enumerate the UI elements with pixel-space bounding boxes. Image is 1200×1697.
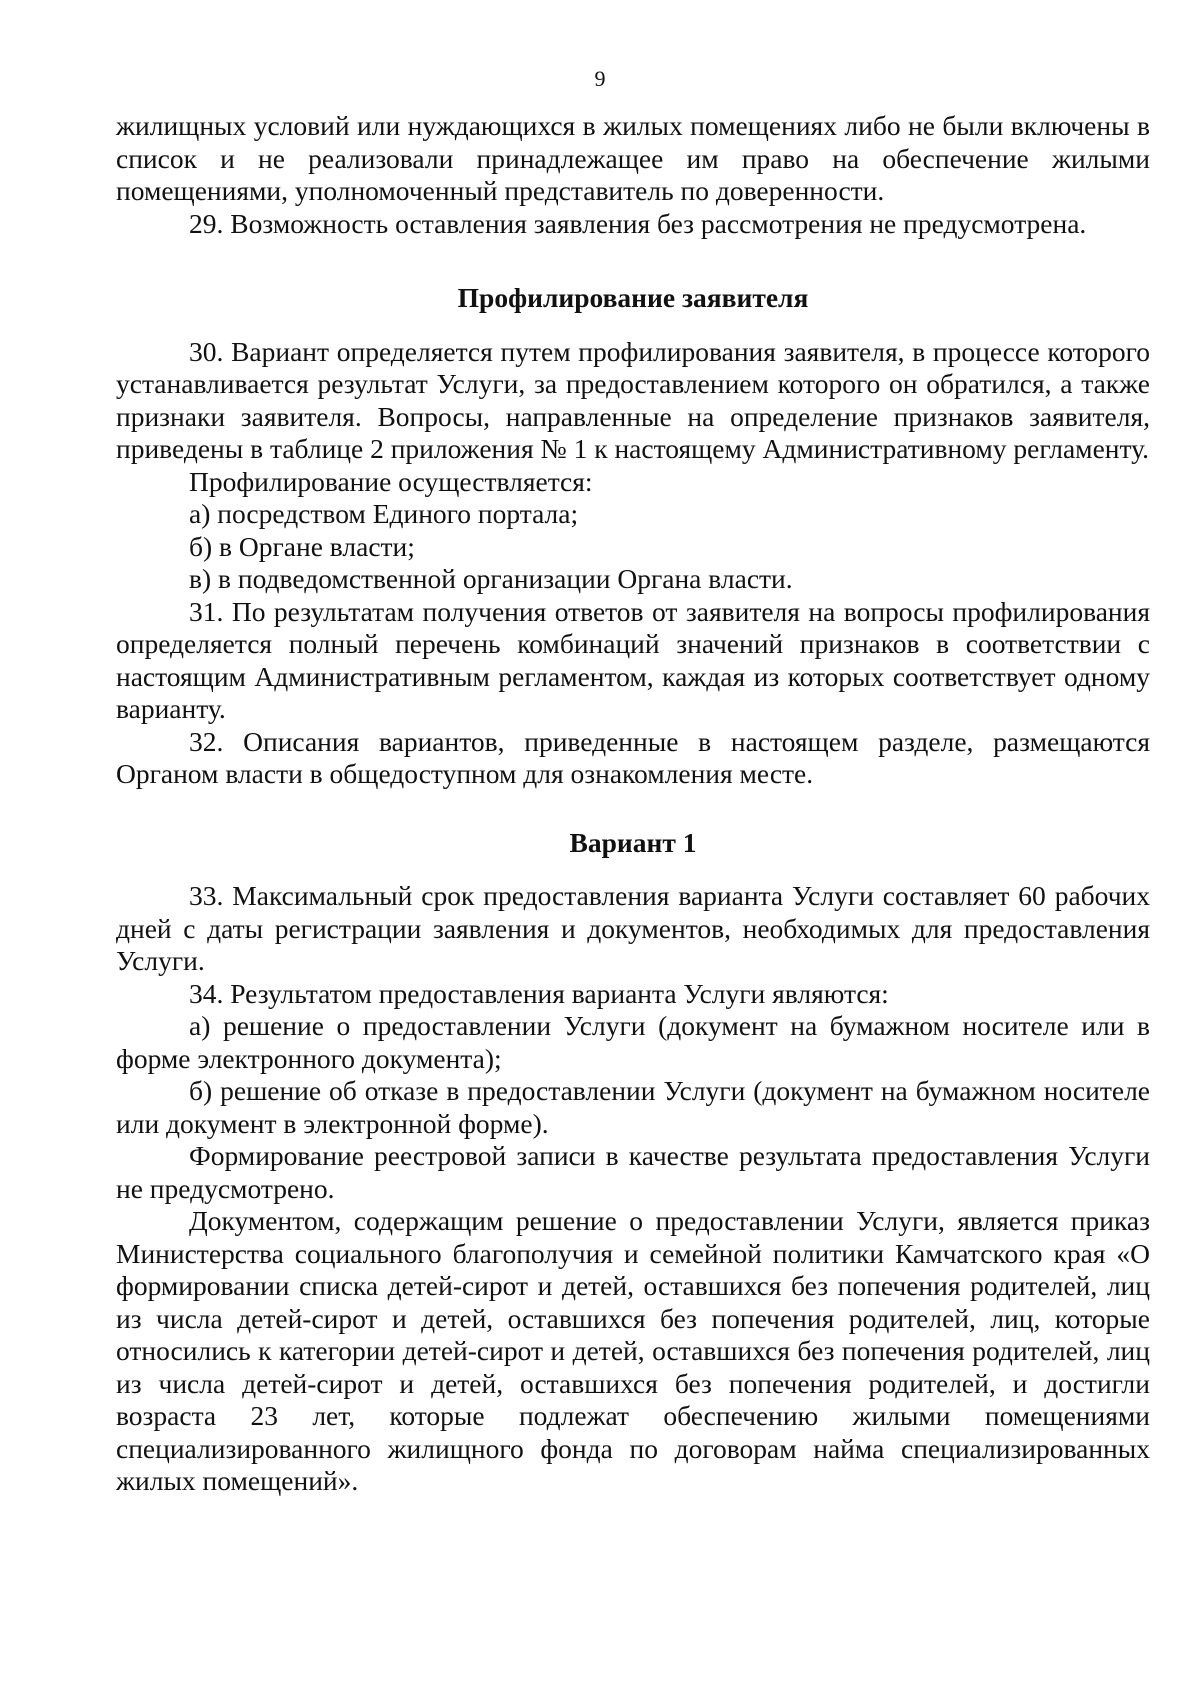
list-item-b: б) в Органе власти;: [189, 530, 415, 562]
section-heading-profiling: Профилирование заявителя: [457, 282, 809, 313]
paragraph-29: 29. Возможность оставления заявления без рассмотрения не предусмотрена.: [189, 207, 1087, 239]
paragraph-continuation: жилищных условий или нуждающихся в жилых помещениях либо не были включены в список и не реализовали принадлежащее им право на обеспечение жилыми помещениями, уполномоченный представитель по доверенности.: [116, 110, 1150, 206]
page-number: 9: [594, 66, 606, 91]
paragraph-decision-document: Документом, содержащим решение о предоставлении Услуги, является приказ Министерства социального благополучия и семейной политики Камчатского края «О формировании списка детей-сирот и детей, оставшихся без попечения родителей, лиц из числа детей-сирот и детей, оставшихся без попечения родителей, лиц, которые относились к категории детей-сирот и детей, оставшихся без попечения родителей, лиц из числа детей-сирот и детей, оставшихся без попечения родителей, и достигли возраста 23 лет, которые подлежат обеспечению жилыми помещениями специализированного жилищного фонда по договорам найма специализированных жилых помещений».: [116, 1205, 1150, 1496]
paragraph-32: 32. Описания вариантов, приведенные в настоящем разделе, размещаются Органом власти в общедоступном для ознакомления месте.: [116, 725, 1150, 789]
paragraph-30: 30. Вариант определяется путем профилирования заявителя, в процессе которого устанавливается результат Услуги, за предоставлением которого он обратился, а также признаки заявителя. Вопросы, направленные на определение признаков заявителя, приведены в таблице 2 приложения № 1 к настоящему Административному регламенту.: [116, 335, 1150, 464]
paragraph-33: 33. Максимальный срок предоставления варианта Услуги составляет 60 рабочих дней с даты регистрации заявления и документов, необходимых для предоставления Услуги.: [116, 880, 1150, 976]
list-item-a: а) посредством Единого портала;: [189, 498, 579, 529]
result-item-b: б) решение об отказе в предоставлении Услуги (документ на бумажном носителе или документ в электронной форме).: [116, 1075, 1150, 1139]
document-body: [116, 110, 1150, 1498]
paragraph-registry-record: Формирование реестровой записи в качестве результата предоставления Услуги не предусмотрено.: [116, 1140, 1150, 1204]
paragraph-34: 34. Результатом предоставления варианта Услуги являются:: [189, 977, 889, 1009]
paragraph-31: 31. По результатам получения ответов от заявителя на вопросы профилирования определяется полный перечень комбинаций значений признаков в соответствии с настоящим Административным регламентом, каждая из которых соответствует одному варианту.: [116, 595, 1150, 724]
section-heading-variant-1: Вариант 1: [569, 826, 697, 858]
list-item-v: в) в подведомственной организации Органа власти.: [189, 563, 793, 594]
paragraph-profiling-intro: Профилирование осуществляется:: [189, 465, 593, 497]
result-item-a: а) решение о предоставлении Услуги (документ на бумажном носителе или в форме электронного документа);: [116, 1010, 1150, 1074]
